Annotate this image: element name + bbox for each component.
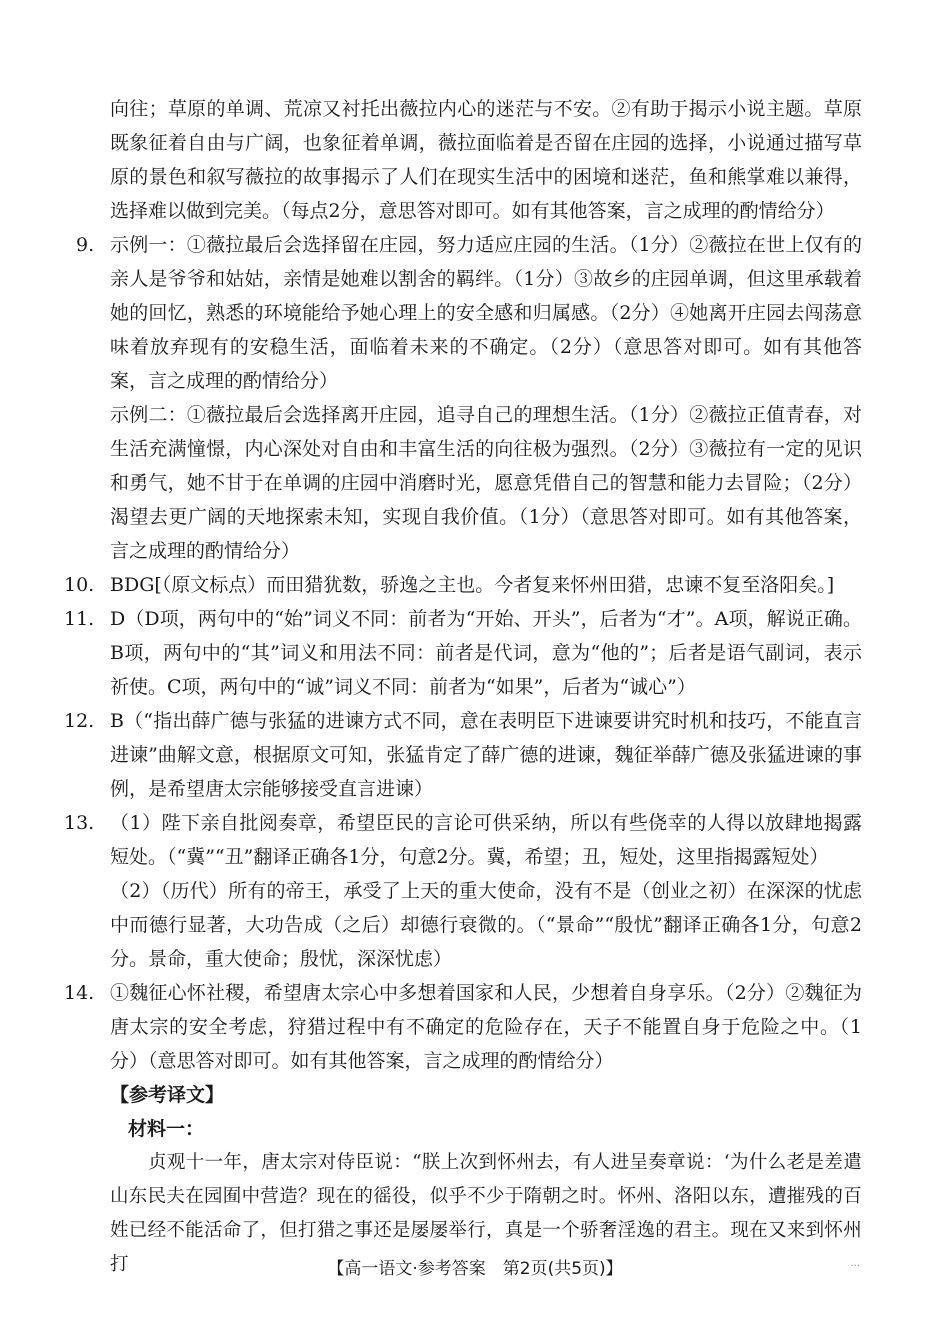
q10-text: BDG[（原文标点）而田猎犹数，骄逸之主也。今者复来怀州田猎，忠谏不复至洛阳矣。] (110, 574, 835, 596)
material-one-translation: 贞观十一年，唐太宗对侍臣说：“朕上次到怀州去，有人进呈奏章说：‘为什么老是差遣山东民夫在园囿中营造？现在的徭役，似乎不少于隋朝之时。怀州、洛阳以东，遭摧残的百姓已经不能活命了，但打猎之事还是屡屡举行，真是一个骄奢淫逸的君主。现在又来到怀州打 (110, 1152, 863, 1275)
q12-text: B（“指出薛广德与张猛的进谏方式不同，意在表明臣下进谏要讲究时机和技巧，不能直言进谏”曲解文意，根据原文可知，张猛肯定了薛广德的进谏，魏征举薛广德及张猛进谏的事例，是希望唐太宗能够接受直言进谏） (110, 710, 862, 800)
q10-answer (64, 568, 862, 602)
q13-answer (64, 806, 862, 976)
question-number: 12. (64, 710, 95, 732)
q9-answer (76, 228, 862, 568)
q14-answer (64, 976, 862, 1078)
question-number: 9. (76, 234, 95, 256)
q11-answer (64, 602, 862, 704)
material-one-label: 材料一： (128, 1118, 205, 1140)
question-number: 13. (64, 812, 95, 834)
page-footer: 【高一语文·参考答案 第2页(共5页)】 (327, 1259, 623, 1279)
q9-example-two: 示例二：①薇拉最后会选择离开庄园，追寻自己的理想生活。（1分）②薇拉正值青春，对生活充满憧憬，内心深处对自由和丰富生活的向往极为强烈。（2分）③薇拉有一定的见识和勇气，她不甘于在单调的庄园中消磨时光，愿意凭借自己的智慧和能力去冒险；（2分）渴望去更广阔的天地探索未知，实现自我价值。（1分）（意思答对即可。如有其他答案，言之成理的酌情给分） (110, 404, 862, 562)
q9-example-one: 示例一：①薇拉最后会选择留在庄园，努力适应庄园的生活。（1分）②薇拉在世上仅有的亲人是爷爷和姑姑，亲情是她难以割舍的羁绊。（1分）③故乡的庄园单调，但这里承载着她的回忆，熟悉的环境能给予她心理上的安全感和归属感。（2分）④她离开庄园去闯荡意味着放弃现有的安稳生活，面临着未来的不确定。（2分）（意思答对即可。如有其他答案，言之成理的酌情给分） (110, 234, 862, 392)
q14-text: ①魏征心怀社稷，希望唐太宗心中多想着国家和人民，少想着自身享乐。（2分）②魏征为唐太宗的安全考虑，狩猎过程中有不确定的危险存在，天子不能置自身于危险之中。（1分）（意思答对即可。如有其他答案，言之成理的酌情给分） (110, 982, 862, 1072)
q13-part-one: （1）陛下亲自批阅奏章，希望臣民的言论可供采纳，所以有些侥幸的人得以放肆地揭露短处。（“冀”“丑”翻译正确各1分，句意2分。冀，希望；丑，短处，这里指揭露短处） (110, 812, 862, 868)
q11-text: D（D项，两句中的“始”词义不同：前者为“开始、开头”，后者为“才”。A项，解说正确。B项，两句中的“其”词义和用法不同：前者是代词，意为“他的”；后者是语气副词，表示祈使。C项，两句中的“诚”词义不同：前者为“如果”，后者为“诚心”） (110, 608, 862, 698)
question-number: 10. (64, 574, 95, 596)
q8-answer-continuation: 向往；草原的单调、荒凉又衬托出薇拉内心的迷茫与不安。②有助于揭示小说主题。草原既象征着自由与广阔，也象征着单调，薇拉面临着是否留在庄园的选择，小说通过描写草原的景色和叙写薇拉的故事揭示了人们在现实生活中的困境和迷茫，鱼和熊掌难以兼得，选择难以做到完美。（每点2分，意思答对即可。如有其他答案，言之成理的酌情给分） (110, 98, 862, 222)
reference-translation-heading: 【参考译文】 (110, 1084, 225, 1106)
question-number: 14. (64, 982, 95, 1004)
page-content (64, 92, 863, 1282)
scan-mark: ... (850, 1258, 860, 1269)
q12-answer (64, 704, 862, 806)
question-number: 11. (64, 608, 95, 630)
q13-part-two: （2）（历代）所有的帝王，承受了上天的重大使命，没有不是（创业之初）在深深的忧虑中而德行显著，大功告成（之后）却德行衰微的。（“景命”“殷忧”翻译正确各1分，句意2分。景命，重大使命；殷忧，深深忧虑） (110, 880, 862, 970)
